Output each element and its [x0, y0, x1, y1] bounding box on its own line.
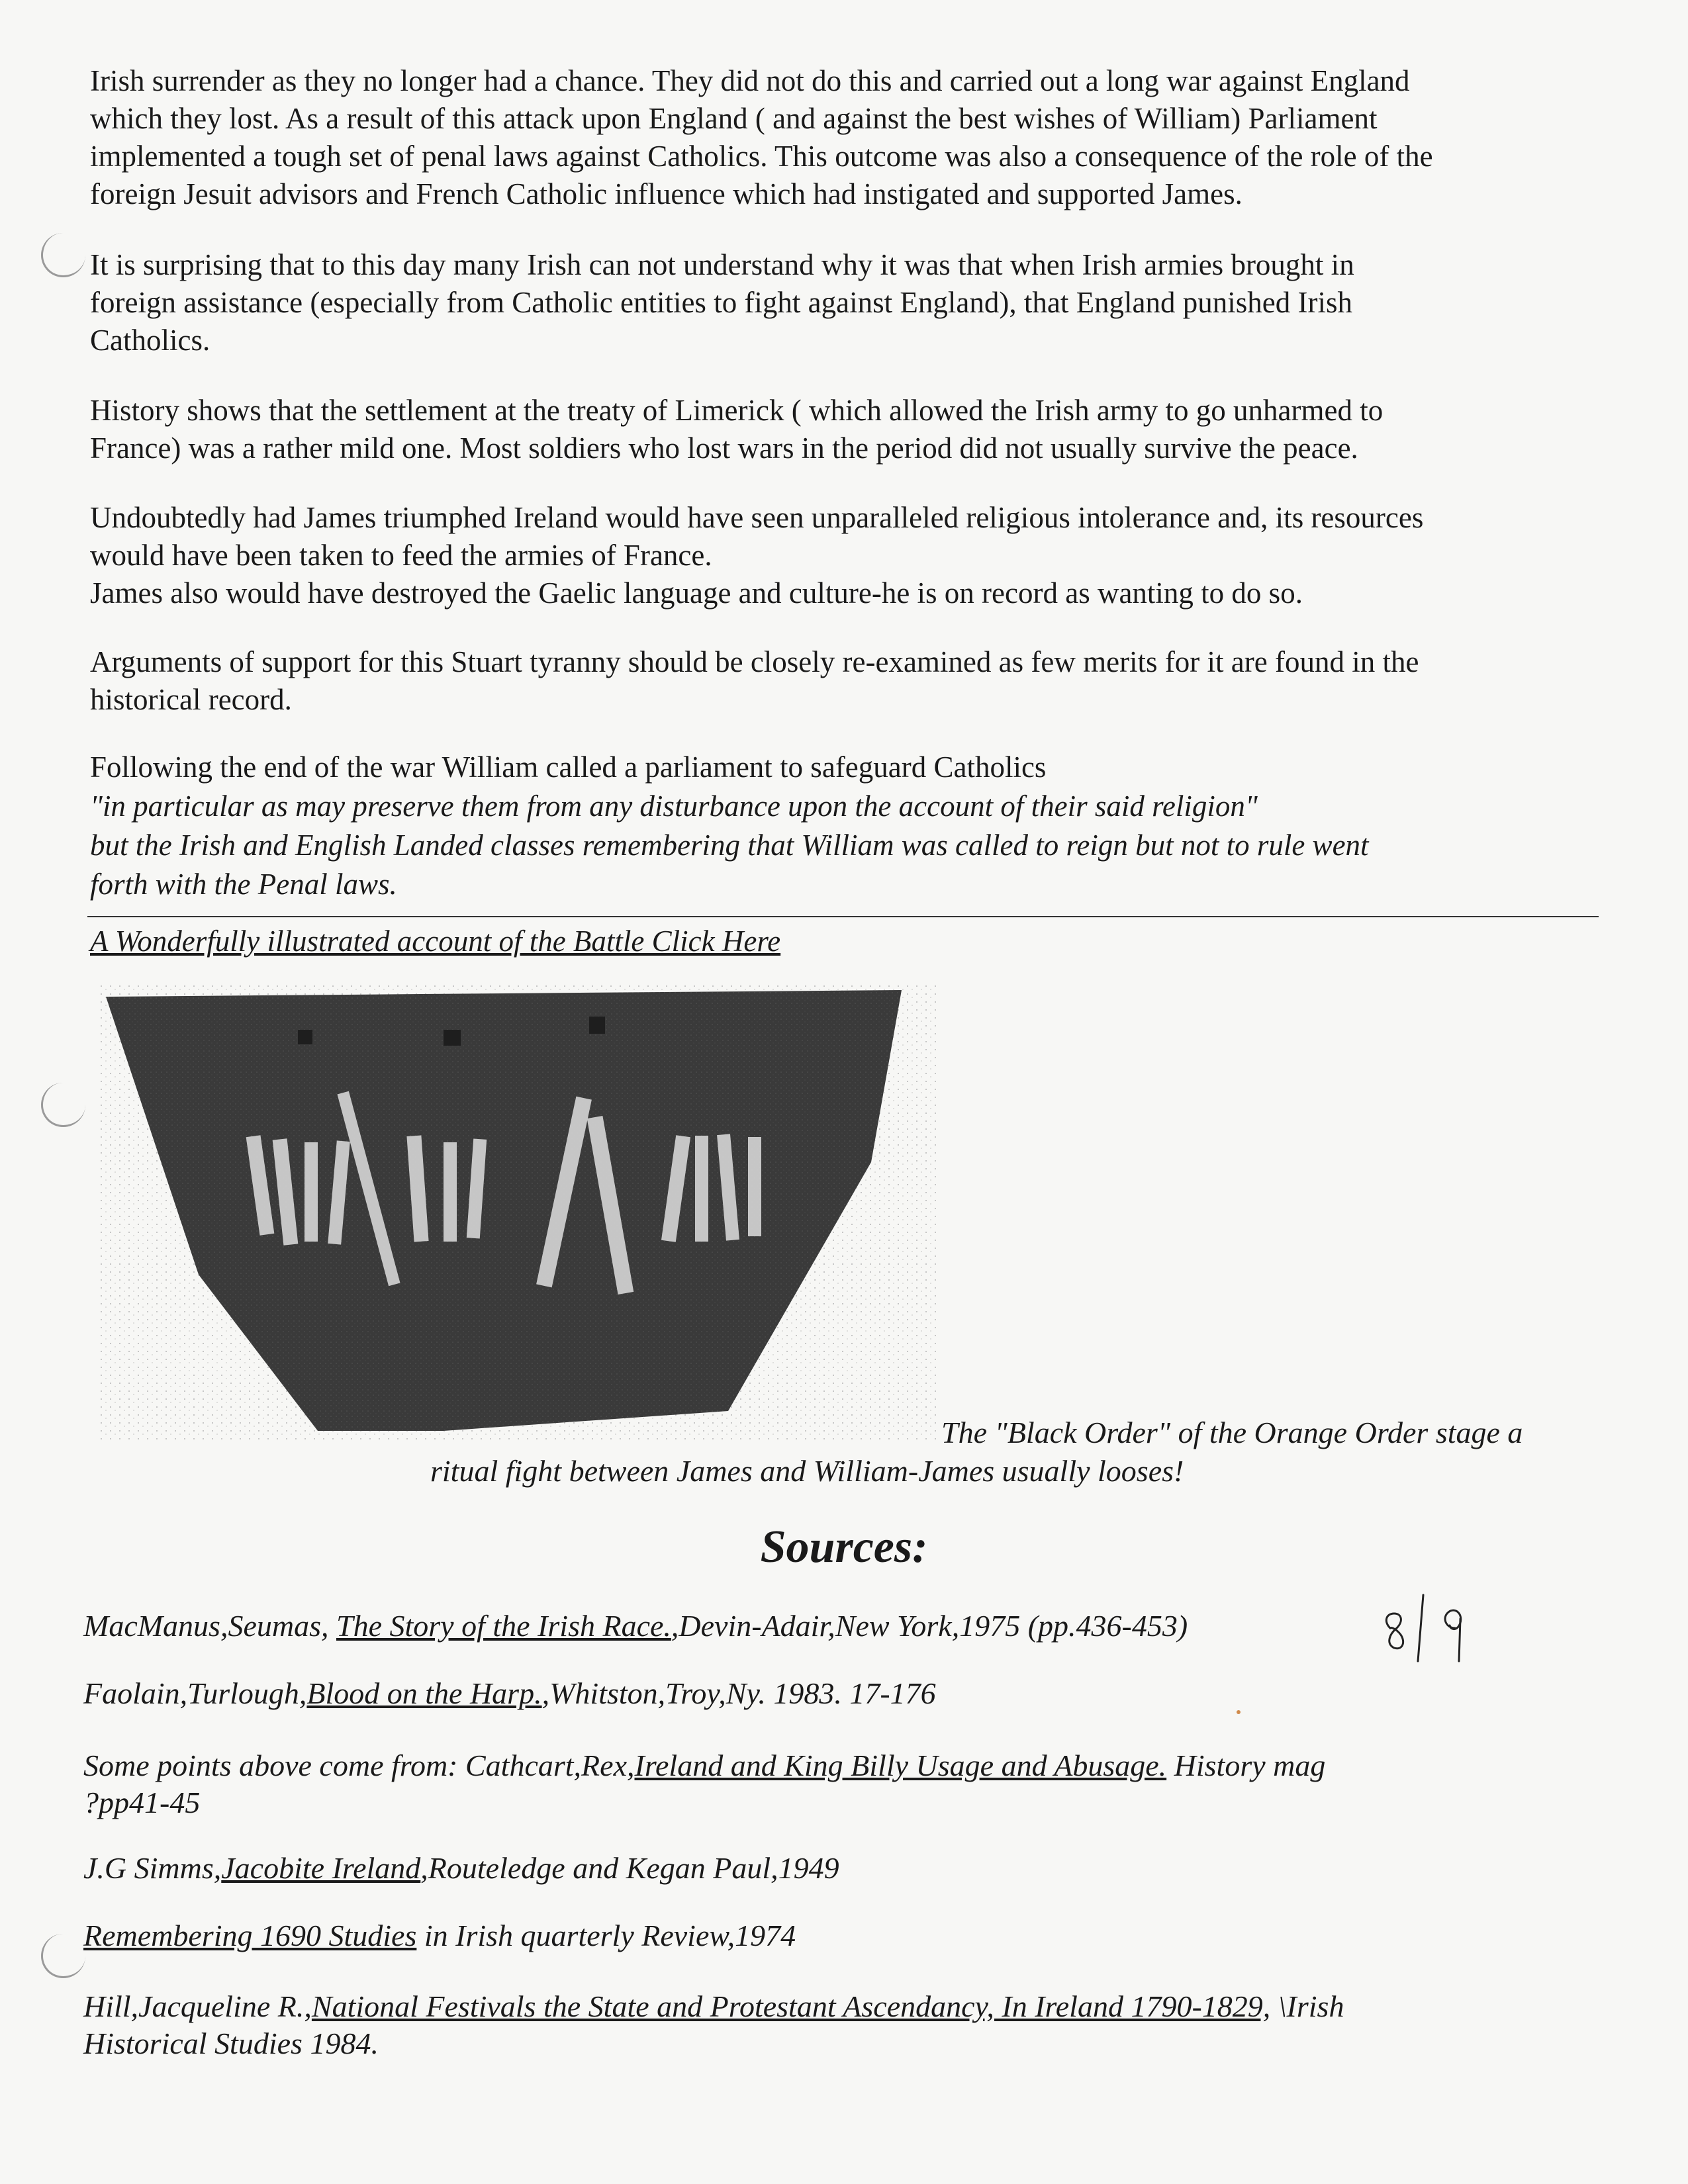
punch-hole-middle	[41, 1083, 85, 1127]
source-publisher: \Irish	[1270, 1989, 1344, 2023]
text-line: implemented a tough set of penal laws against Catholics. This outcome was also a consequence of the role of the	[90, 140, 1433, 173]
source-cathcart	[83, 1747, 1325, 1821]
text-line: would have been taken to feed the armies of France.	[90, 539, 712, 572]
source-author: J.G Simms,	[83, 1851, 222, 1885]
paragraph-surrender	[90, 62, 1593, 213]
source-publisher: History mag	[1166, 1749, 1326, 1782]
handwritten-page-note	[1377, 1588, 1476, 1668]
source-faolain	[83, 1676, 936, 1711]
text-line: History shows that the settlement at the treaty of Limerick ( which allowed the Irish army to go unharmed to	[90, 394, 1383, 427]
source-remembering-1690	[83, 1918, 796, 1953]
text-line: Undoubtedly had James triumphed Ireland would have seen unparalleled religious intolerance and, its resources	[90, 501, 1424, 534]
punch-hole-top	[41, 233, 85, 277]
source-title: Ireland and King Billy Usage and Abusage.	[634, 1749, 1167, 1782]
paragraph-penal-laws	[90, 748, 1593, 904]
source-macmanus	[83, 1608, 1188, 1643]
quote-line: "in particular as may preserve them from any disturbance upon the account of their said religion"	[90, 790, 1258, 823]
text-line: forth with the Penal laws.	[90, 868, 397, 901]
text-line: James also would have destroyed the Gaelic language and culture-he is on record as wanting to do so.	[90, 576, 1303, 610]
source-publisher: ,Whitston,Troy,Ny. 1983. 17-176	[541, 1676, 936, 1710]
source-publisher: ,Routeledge and Kegan Paul,1949	[420, 1851, 839, 1885]
text-line: Following the end of the war William called a parliament to safeguard Catholics	[90, 751, 1047, 784]
text-line: which they lost. As a result of this attack upon England ( and against the best wishes of William) Parliament	[90, 102, 1378, 135]
text-line: Irish surrender as they no longer had a chance. They did not do this and carried out a long war against England	[90, 64, 1410, 97]
paragraph-limerick	[90, 392, 1593, 467]
text-line: France) was a rather mild one. Most soldiers who lost wars in the period did not usually survive the peace.	[90, 432, 1358, 465]
paragraph-james-triumphed	[90, 499, 1593, 612]
battle-account-link[interactable]: A Wonderfully illustrated account of the Battle Click Here	[90, 925, 781, 958]
source-author: MacManus,Seumas,	[83, 1609, 336, 1643]
source-author: Faolain,Turlough,	[83, 1676, 307, 1710]
black-order-photo	[99, 983, 937, 1440]
source-simms	[83, 1850, 839, 1886]
source-title: National Festivals the State and Protestant Ascendancy, In Ireland 1790-1829,	[311, 1989, 1271, 2023]
source-title: Remembering 1690 Studies	[83, 1919, 417, 1952]
text-line: It is surprising that to this day many Irish can not understand why it was that when Irish armies brought in	[90, 248, 1354, 281]
text-line: Arguments of support for this Stuart tyranny should be closely re-examined as few merits for it are found in the	[90, 645, 1419, 678]
source-author: Hill,Jacqueline R.,	[83, 1989, 312, 2023]
text-line: foreign assistance (especially from Catholic entities to fight against England), that England punished Irish	[90, 286, 1353, 319]
source-title: Blood on the Harp.	[306, 1676, 542, 1710]
source-pages: ?pp41-45	[83, 1786, 201, 1819]
ink-speck	[1237, 1710, 1241, 1714]
source-title: Jacobite Ireland	[221, 1851, 421, 1885]
photo-caption-line-1: The "Black Order" of the Orange Order stage a	[941, 1416, 1523, 1449]
source-journal: Historical Studies 1984.	[83, 2026, 379, 2060]
horizontal-divider	[87, 916, 1599, 917]
paragraph-stuart-tyranny	[90, 643, 1593, 719]
source-hill	[83, 1988, 1344, 2062]
punch-hole-bottom	[41, 1934, 85, 1978]
source-title: The Story of the Irish Race.	[336, 1609, 671, 1643]
sources-heading: Sources:	[760, 1522, 928, 1572]
paragraph-surprising	[90, 246, 1593, 359]
text-line: foreign Jesuit advisors and French Catholic influence which had instigated and supported James.	[90, 177, 1243, 210]
text-line: historical record.	[90, 683, 292, 716]
photo-caption-line-2: ritual fight between James and William-James usually looses!	[430, 1454, 1184, 1488]
text-line: but the Irish and English Landed classes remembering that William was called to reign but not to rule went	[90, 829, 1369, 862]
source-publisher: ,Devin-Adair,New York,1975 (pp.436-453)	[671, 1609, 1188, 1643]
text-line: Catholics.	[90, 324, 211, 357]
source-publisher: in Irish quarterly Review,1974	[416, 1919, 796, 1952]
source-author: Some points above come from: Cathcart,Rex,	[83, 1749, 635, 1782]
